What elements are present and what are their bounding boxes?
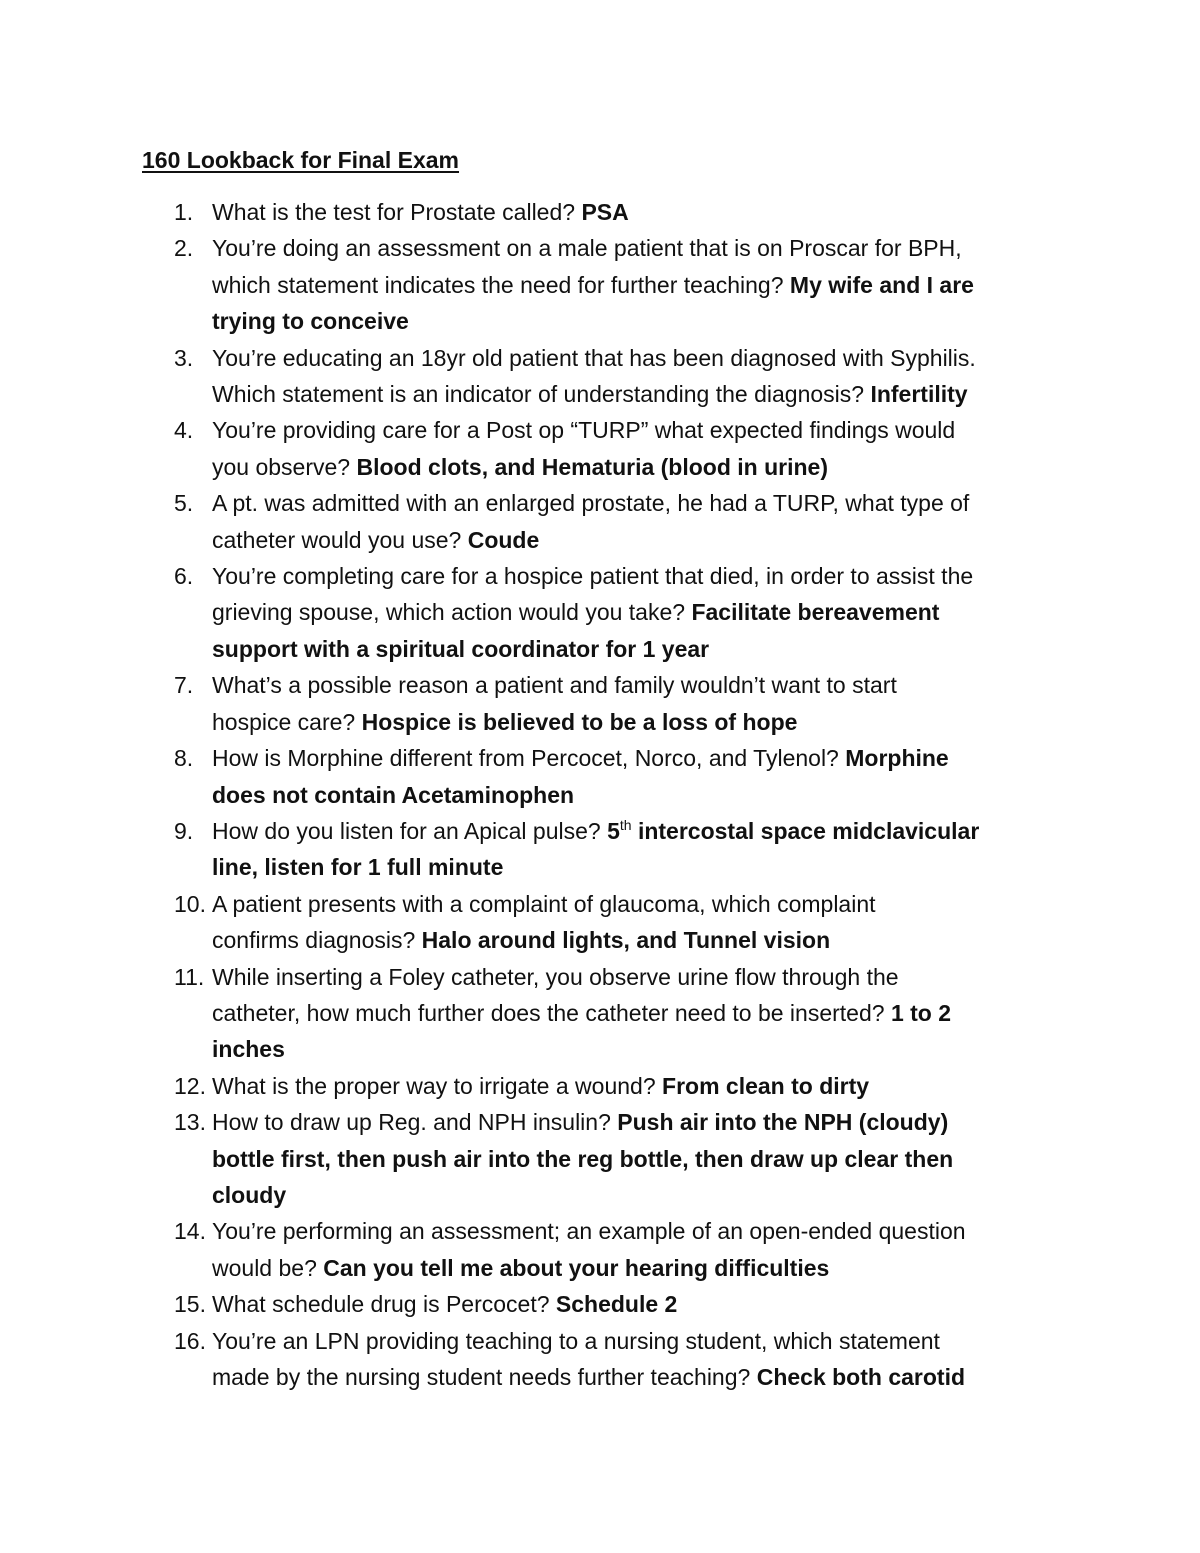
question-line: [212, 303, 1082, 339]
question-text: What is the proper way to irrigate a wound?: [212, 1072, 663, 1099]
question-line: [212, 449, 1082, 485]
question-text: What schedule drug is Percocet?: [212, 1291, 556, 1318]
question-text: hospice care?: [212, 708, 362, 735]
question-line: [212, 1068, 1082, 1104]
answer-text: Can you tell me about your hearing difficulties: [323, 1254, 830, 1281]
question-item: [142, 412, 1082, 485]
question-item: [142, 667, 1082, 740]
question-number: 12.: [174, 1072, 206, 1099]
question-number: 1.: [174, 199, 194, 225]
answer-text: From clean to dirty: [662, 1072, 870, 1099]
question-number: 9.: [174, 817, 194, 844]
question-list: [142, 194, 1082, 1395]
question-line: [212, 1104, 1082, 1140]
question-text: catheter would you use?: [212, 526, 468, 553]
question-text: Which statement is an indicator of understanding the diagnosis?: [212, 381, 871, 408]
question-item: [142, 740, 1082, 813]
answer-text: My wife and I are: [789, 271, 974, 298]
question-line: [212, 376, 1082, 412]
question-line: [212, 230, 1082, 266]
question-item: [142, 813, 1082, 886]
question-item: [142, 1068, 1082, 1104]
question-text: confirms diagnosis?: [212, 927, 422, 954]
answer-text: Morphine: [845, 745, 949, 772]
question-number: 4.: [174, 417, 194, 444]
page-title: 160 Lookback for Final Exam: [142, 147, 460, 173]
question-line: [212, 1359, 1082, 1395]
answer-text: Coude: [467, 526, 540, 553]
question-item: [142, 1213, 1082, 1286]
question-text: You’re providing care for a Post op “TURP” what expected findings would: [212, 417, 956, 444]
answer-text: bottle first, then push air into the reg bottle, then draw up clear then: [212, 1145, 954, 1172]
question-line: [212, 922, 1082, 958]
question-text: grieving spouse, which action would you take?: [212, 599, 692, 626]
question-number: 7.: [174, 672, 194, 699]
question-line: [212, 485, 1082, 521]
question-item: [142, 558, 1082, 667]
question-line: [212, 267, 1082, 303]
question-text: would be?: [212, 1254, 324, 1281]
question-number: 15.: [174, 1291, 206, 1318]
answer-text: Halo around lights, and Tunnel vision: [421, 927, 831, 954]
question-line: [212, 340, 1082, 376]
question-text: A patient presents with a complaint of glaucoma, which complaint: [212, 890, 876, 917]
question-item: [142, 1323, 1082, 1396]
question-item: [142, 485, 1082, 558]
answer-text: 1 to 2: [890, 999, 952, 1026]
question-line: [212, 667, 1082, 703]
question-text: What’s a possible reason a patient and family wouldn’t want to start: [212, 672, 897, 699]
question-line: [212, 995, 1082, 1031]
answer-text: Hospice is believed to be a loss of hope: [361, 708, 798, 735]
question-text: which statement indicates the need for further teaching?: [212, 271, 790, 298]
answer-text: intercostal space midclavicular: [631, 817, 980, 844]
question-number: 11.: [174, 963, 205, 990]
question-number: 5.: [174, 490, 194, 517]
question-item: [142, 959, 1082, 1068]
question-line: [212, 522, 1082, 558]
question-line: [212, 412, 1082, 448]
question-text: How do you listen for an Apical pulse?: [212, 817, 608, 844]
answer-text: Infertility: [870, 381, 968, 408]
question-number: 8.: [174, 745, 194, 772]
question-text: How to draw up Reg. and NPH insulin?: [212, 1109, 618, 1136]
answer-text: line, listen for 1 full minute: [212, 854, 504, 881]
answer-text: Blood clots, and Hematuria (blood in urine): [356, 453, 828, 480]
question-text: How is Morphine different from Percocet, Norco, and Tylenol?: [212, 745, 846, 772]
question-line: [212, 1177, 1082, 1213]
question-text: made by the nursing student needs further teaching?: [212, 1364, 757, 1390]
answer-text: Check both carotid: [756, 1364, 966, 1390]
question-line: [212, 594, 1082, 630]
question-number: 16.: [174, 1327, 206, 1354]
question-line: [212, 740, 1082, 776]
question-text: you observe?: [212, 453, 357, 480]
answer-text: trying to conceive: [212, 308, 409, 335]
answer-text: support with a spiritual coordinator for 1 year: [212, 635, 710, 662]
answer-text: Schedule 2: [555, 1291, 678, 1318]
question-number: 14.: [174, 1218, 206, 1245]
question-line: [212, 777, 1082, 813]
question-item: [142, 194, 1082, 230]
question-item: [142, 340, 1082, 413]
answer-text: inches: [212, 1036, 285, 1063]
question-number: 6.: [174, 563, 194, 590]
question-line: [212, 886, 1082, 922]
question-line: [212, 1323, 1082, 1359]
answer-text: PSA: [581, 199, 629, 225]
question-line: [212, 558, 1082, 594]
answer-text: cloudy: [212, 1181, 287, 1208]
question-item: [142, 1104, 1082, 1213]
answer-text: 5: [607, 817, 620, 844]
question-line: [212, 1141, 1082, 1177]
question-text: While inserting a Foley catheter, you observe urine flow through the: [212, 963, 899, 990]
question-line: [212, 1250, 1082, 1286]
question-line: [212, 1213, 1082, 1249]
question-text: You’re an LPN providing teaching to a nursing student, which statement: [212, 1327, 940, 1354]
ordinal-superscript: th: [619, 816, 632, 833]
answer-text: does not contain Acetaminophen: [212, 781, 575, 808]
question-line: [212, 704, 1082, 740]
question-text: You’re performing an assessment; an example of an open-ended question: [212, 1218, 966, 1245]
question-number: 2.: [174, 235, 194, 262]
answer-text: Facilitate bereavement: [691, 599, 940, 626]
question-text: What is the test for Prostate called?: [212, 199, 582, 225]
question-line: [212, 1031, 1082, 1067]
question-number: 13.: [174, 1109, 206, 1136]
question-text: catheter, how much further does the catheter need to be inserted?: [212, 999, 891, 1026]
question-item: [142, 1286, 1082, 1322]
question-text: You’re educating an 18yr old patient that has been diagnosed with Syphilis.: [212, 344, 976, 371]
question-text: You’re doing an assessment on a male patient that is on Proscar for BPH,: [212, 235, 962, 262]
question-item: [142, 230, 1082, 339]
answer-text: Push air into the NPH (cloudy): [617, 1109, 949, 1136]
question-number: 10.: [174, 890, 206, 917]
question-line: [212, 194, 1082, 230]
question-line: [212, 1286, 1082, 1322]
question-line: [212, 813, 1082, 849]
question-line: [212, 631, 1082, 667]
question-text: A pt. was admitted with an enlarged prostate, he had a TURP, what type of: [212, 490, 970, 517]
question-line: [212, 849, 1082, 885]
question-text: You’re completing care for a hospice patient that died, in order to assist the: [212, 563, 974, 590]
question-number: 3.: [174, 344, 194, 371]
question-line: [212, 959, 1082, 995]
question-item: [142, 886, 1082, 959]
